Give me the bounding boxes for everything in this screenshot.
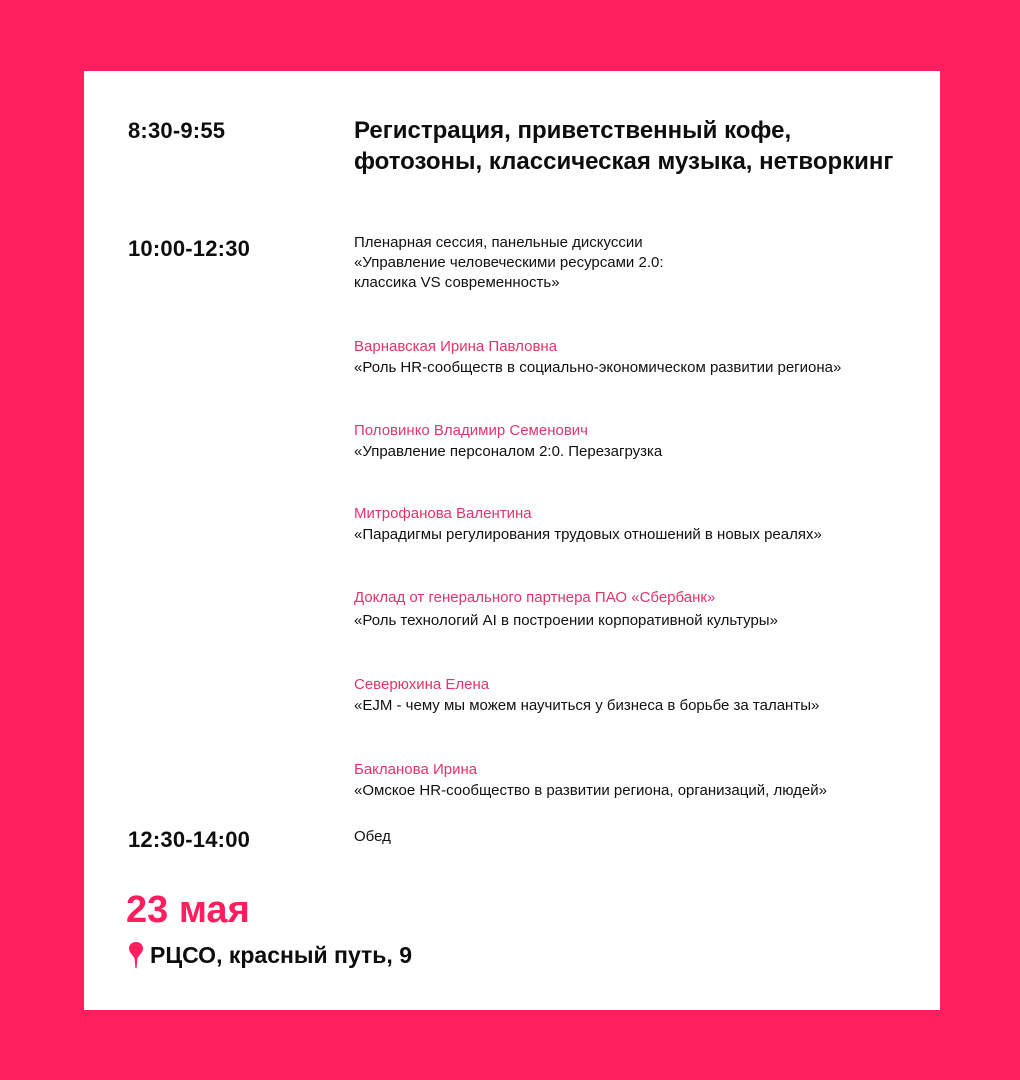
talk-topic: «Роль HR-сообществ в социально-экономическом развитии региона» [354,359,842,376]
talk-item [354,587,914,631]
speaker-name: Бакланова Ирина [354,761,478,778]
plenary-session-line: Пленарная сессия, панельные дискуссии [354,234,643,251]
talk-item [354,759,914,801]
lunch-title: Обед [354,828,391,845]
talk-topic: «Омское HR-сообщество в развитии региона, организаций, людей» [354,782,827,799]
speaker-name: Варнавская Ирина Павловна [354,338,558,355]
event-date: 23 мая [126,889,250,931]
event-venue [128,941,412,969]
registration-title: Регистрация, приветственный кофе, фотозоны, классическая музыка, нетворкинг [354,117,894,175]
speaker-name: Митрофанова Валентина [354,505,532,522]
speaker-name: Доклад от генерального партнера ПАО «Сбербанк» [354,589,716,606]
talk-item [354,420,914,462]
speaker-name: Половинко Владимир Семенович [354,422,588,439]
talk-topic: «Парадигмы регулирования трудовых отношений в новых реалях» [354,526,822,543]
plenary-session-line: «Управление человеческими ресурсами 2.0: [354,254,664,271]
program-card [84,71,940,1010]
talk-topic: «Роль технологий AI в построении корпоративной культуры» [354,612,778,629]
talk-item [354,336,914,378]
plenary-session-line: классика VS современность» [354,274,560,291]
talk-topic: «EJM - чему мы можем научиться у бизнеса в борьбе за таланты» [354,697,820,714]
plenary-session-block [354,233,914,293]
lunch-block [354,827,914,847]
talk-item [354,503,914,545]
time-slot-plenary: 10:00-12:30 [128,236,251,261]
venue-address: РЦСО, красный путь, 9 [150,941,412,968]
time-slot-lunch: 12:30-14:00 [128,827,251,852]
time-slot-registration: 8:30-9:55 [128,118,226,143]
talk-topic: «Управление персоналом 2:0. Перезагрузка [354,443,663,460]
speaker-name: Северюхина Елена [354,676,490,693]
registration-block [354,115,914,177]
map-pin-icon [128,941,144,969]
talk-item [354,674,914,716]
